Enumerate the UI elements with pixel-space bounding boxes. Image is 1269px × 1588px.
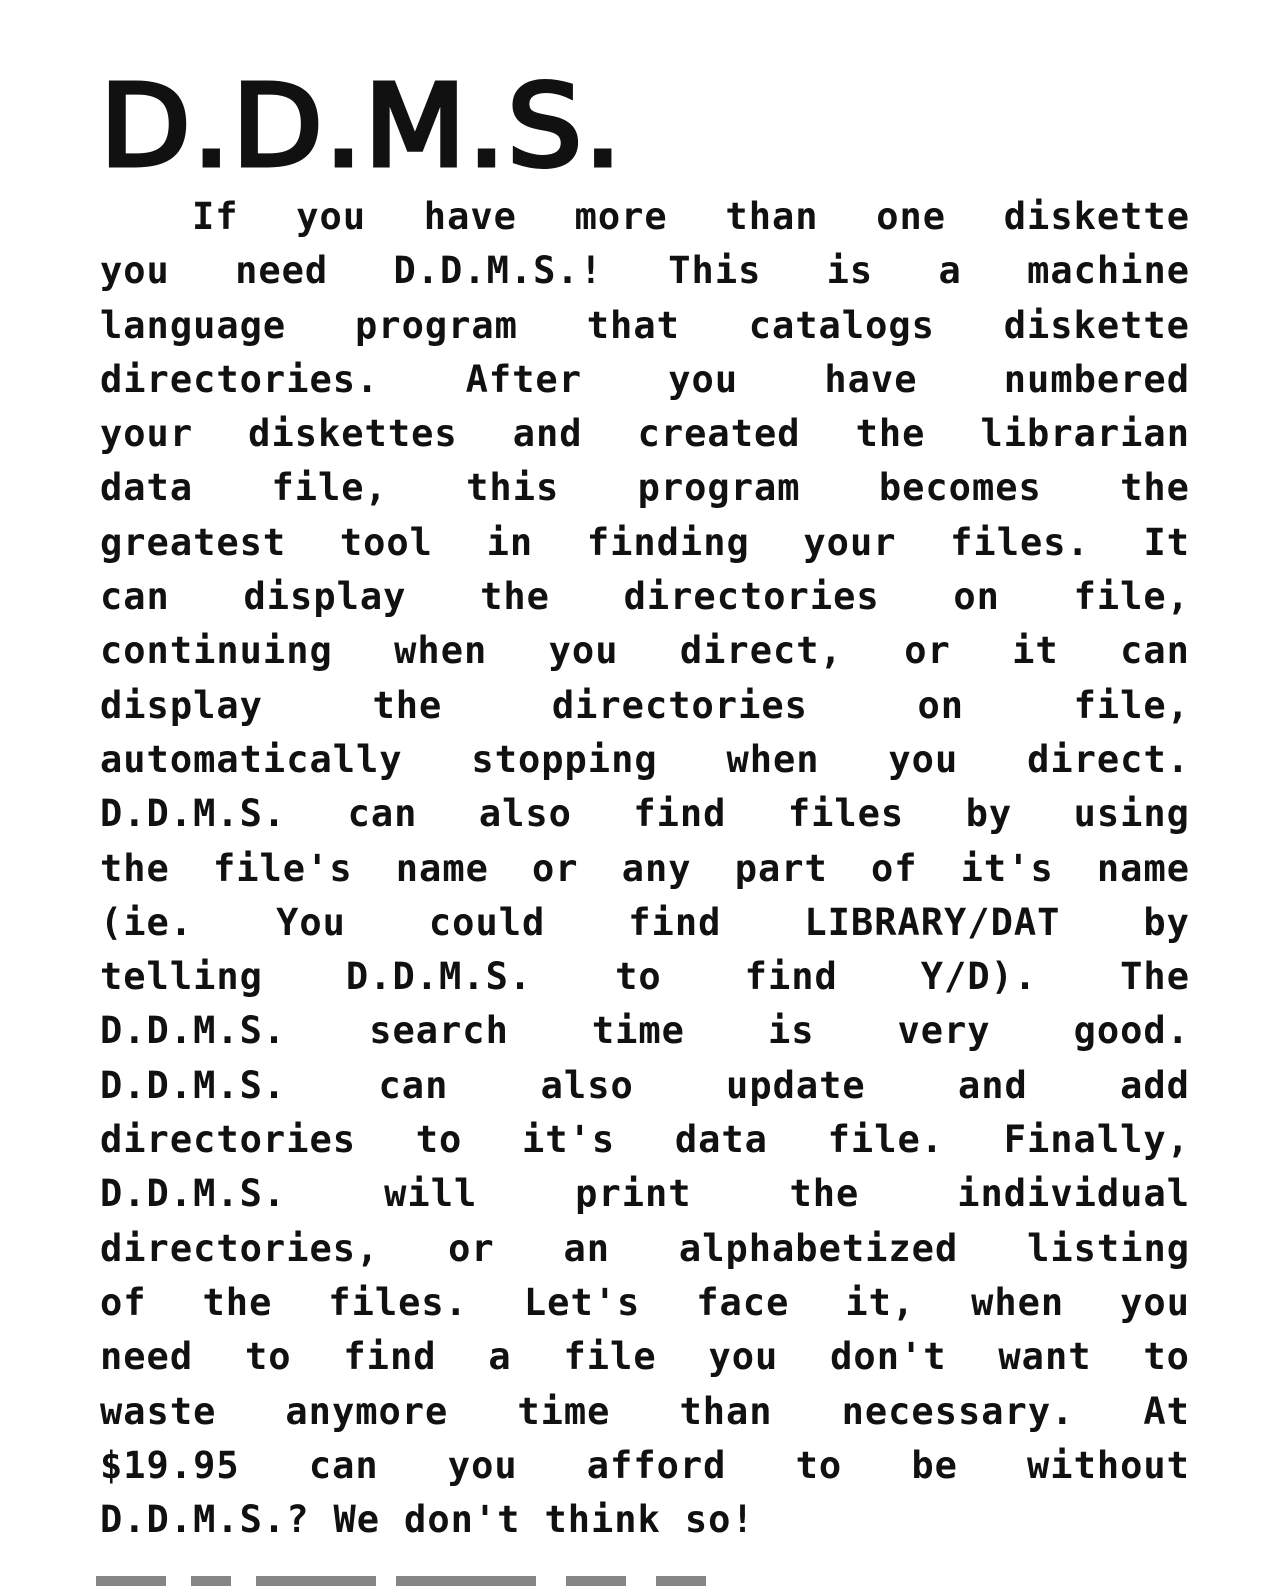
word: than — [679, 1389, 773, 1433]
word: alphabetized — [678, 1226, 959, 1270]
word: this — [466, 466, 560, 510]
word: librarian — [980, 412, 1190, 456]
word: direct, — [679, 629, 843, 673]
word: diskettes — [248, 412, 458, 456]
word: The — [1120, 955, 1190, 999]
word: Y/D). — [920, 955, 1038, 999]
word: direct. — [1027, 737, 1190, 781]
word: display — [243, 575, 407, 619]
text-line — [100, 624, 1190, 678]
word: when — [971, 1280, 1065, 1324]
word: you — [296, 195, 367, 238]
word: listing — [1027, 1226, 1190, 1270]
word: to — [1143, 1335, 1190, 1379]
word: a — [488, 1335, 512, 1379]
word: update — [726, 1063, 866, 1107]
word: it's — [960, 846, 1054, 890]
word: the — [480, 575, 550, 619]
word: D.D.M.S. — [345, 955, 533, 999]
word: by — [1143, 900, 1190, 944]
word: one — [876, 195, 947, 238]
word: created — [637, 412, 801, 456]
word: name — [1096, 846, 1190, 890]
word: your — [100, 412, 194, 456]
word: files — [787, 792, 905, 836]
word: an — [563, 1226, 611, 1270]
text-line — [100, 407, 1190, 461]
text-line — [100, 1222, 1190, 1276]
word: find — [633, 792, 727, 836]
word: tool — [339, 520, 433, 564]
word: is — [767, 1009, 815, 1053]
text-line — [100, 1439, 1190, 1493]
word: have — [824, 357, 918, 401]
word: find — [744, 955, 838, 999]
text-line — [100, 679, 1190, 733]
word: file, — [1073, 683, 1190, 727]
word: If — [192, 195, 239, 238]
word: it — [1012, 629, 1059, 673]
word: D.D.M.S.! — [393, 249, 603, 293]
word: and — [958, 1063, 1028, 1107]
word: D.D.M.S. — [100, 1009, 287, 1053]
word: don't — [830, 1335, 947, 1379]
word: you — [548, 629, 619, 673]
text-line — [100, 1004, 1190, 1058]
ad-body-text — [100, 190, 1190, 1547]
text-line — [100, 787, 1190, 841]
word: is — [826, 249, 874, 293]
word: program — [637, 466, 801, 510]
word: than — [725, 195, 819, 238]
word: on — [917, 683, 965, 727]
word: can — [378, 1063, 449, 1107]
word: telling — [100, 955, 263, 999]
word: data — [674, 1118, 768, 1162]
word: think — [544, 1498, 661, 1542]
word: afford — [586, 1443, 727, 1487]
text-line — [100, 842, 1190, 896]
word: This — [668, 249, 762, 293]
word: We — [333, 1498, 381, 1542]
word: very — [897, 1009, 991, 1053]
word: so! — [684, 1498, 755, 1542]
word: don't — [404, 1498, 521, 1542]
word: file. — [827, 1118, 945, 1162]
word: D.D.M.S. — [100, 1063, 287, 1107]
word: and — [512, 412, 583, 456]
text-line — [100, 1113, 1190, 1167]
word: can — [1120, 629, 1190, 673]
word: diskette — [1003, 195, 1190, 238]
word: directories — [551, 683, 808, 727]
word: that — [586, 303, 680, 347]
word: D.D.M.S.? — [100, 1498, 310, 1542]
text-line — [100, 1276, 1190, 1330]
word: want — [998, 1335, 1092, 1379]
word: your — [803, 520, 897, 564]
word: file — [563, 1335, 657, 1379]
word: without — [1027, 1443, 1190, 1487]
word: you — [1120, 1280, 1190, 1324]
word: the — [100, 846, 170, 890]
word: catalogs — [748, 303, 935, 347]
text-line — [100, 1167, 1190, 1221]
word: face — [696, 1280, 790, 1324]
word: also — [478, 792, 572, 836]
text-line — [100, 353, 1190, 407]
ad-title: D.D.M.S. — [100, 62, 624, 192]
word: it, — [845, 1280, 916, 1324]
word: automatically — [100, 737, 403, 781]
word: to — [244, 1335, 292, 1379]
word: waste — [100, 1389, 217, 1433]
word: D.D.M.S. — [100, 1172, 287, 1216]
word: After — [465, 357, 582, 401]
word: diskette — [1003, 303, 1190, 347]
text-line — [100, 190, 1190, 244]
word: Let's — [523, 1280, 641, 1324]
word: to — [615, 955, 662, 999]
word: of — [100, 1280, 147, 1324]
word: D.D.M.S. — [100, 792, 287, 836]
word: $19.95 — [100, 1443, 240, 1487]
word: good. — [1073, 1009, 1190, 1053]
word: You — [276, 900, 346, 944]
word: finding — [586, 520, 750, 564]
word: the — [372, 683, 443, 727]
word: directories — [623, 575, 880, 619]
word: can — [100, 575, 170, 619]
word: find — [628, 900, 722, 944]
word: or — [904, 629, 951, 673]
word: have — [423, 195, 517, 238]
word: data — [100, 466, 194, 510]
word: directories, — [100, 1226, 380, 1270]
word: when — [394, 629, 488, 673]
text-line — [100, 570, 1190, 624]
word: time — [591, 1009, 685, 1053]
word: you — [668, 357, 739, 401]
word: it's — [522, 1118, 616, 1162]
text-line — [100, 733, 1190, 787]
word: (ie. — [100, 900, 194, 944]
word: need — [235, 249, 329, 293]
word: files. — [950, 520, 1090, 564]
word: file's — [212, 846, 353, 890]
text-line — [100, 1493, 1190, 1547]
word: of — [870, 846, 918, 890]
word: anymore — [285, 1389, 449, 1433]
word: machine — [1027, 249, 1190, 293]
word: LIBRARY/DAT — [804, 900, 1061, 944]
word: Finally, — [1003, 1118, 1190, 1162]
word: to — [415, 1118, 463, 1162]
word: file, — [1073, 575, 1190, 619]
word: the — [855, 412, 926, 456]
word: could — [428, 900, 546, 944]
word: on — [953, 575, 1000, 619]
word: file, — [271, 466, 388, 510]
word: a — [938, 249, 962, 293]
word: find — [343, 1335, 437, 1379]
text-line — [100, 896, 1190, 950]
word: files. — [328, 1280, 468, 1324]
word: or — [448, 1226, 495, 1270]
text-line — [100, 950, 1190, 1004]
word: stopping — [471, 737, 658, 781]
word: the — [789, 1172, 860, 1216]
word: the — [1120, 466, 1190, 510]
word: in — [486, 520, 534, 564]
word: program — [355, 303, 518, 347]
text-line — [100, 299, 1190, 353]
word: more — [574, 195, 668, 238]
text-line — [100, 1385, 1190, 1439]
word: At — [1143, 1389, 1190, 1433]
word: can — [308, 1443, 379, 1487]
word: necessary. — [841, 1389, 1075, 1433]
text-line — [100, 244, 1190, 298]
text-line — [100, 461, 1190, 515]
word: the — [202, 1280, 273, 1324]
word: to — [795, 1443, 843, 1487]
word: can — [347, 792, 418, 836]
word: directories — [100, 1118, 357, 1162]
word: time — [517, 1389, 611, 1433]
word: search — [369, 1009, 509, 1053]
word: individual — [957, 1172, 1190, 1216]
word: also — [540, 1063, 634, 1107]
word: you — [447, 1443, 518, 1487]
word: add — [1120, 1063, 1190, 1107]
word: greatest — [100, 520, 287, 564]
word: or — [532, 846, 579, 890]
word: display — [100, 683, 263, 727]
text-line — [100, 1059, 1190, 1113]
word: numbered — [1003, 357, 1190, 401]
text-line — [100, 1330, 1190, 1384]
word: when — [726, 737, 820, 781]
word: language — [100, 303, 287, 347]
word: you — [100, 249, 170, 293]
text-line — [100, 516, 1190, 570]
word: It — [1143, 520, 1190, 564]
word: need — [100, 1335, 194, 1379]
word: becomes — [878, 466, 1042, 510]
word: continuing — [100, 629, 333, 673]
word: any — [621, 846, 692, 890]
word: name — [395, 846, 489, 890]
word: print — [575, 1172, 692, 1216]
word: part — [734, 846, 828, 890]
word: will — [384, 1172, 478, 1216]
word: you — [708, 1335, 779, 1379]
word: directories. — [100, 357, 380, 401]
word: be — [911, 1443, 958, 1487]
word: by — [965, 792, 1013, 836]
word: you — [888, 737, 959, 781]
cut-off-next-line — [96, 1562, 716, 1588]
word: using — [1073, 792, 1190, 836]
